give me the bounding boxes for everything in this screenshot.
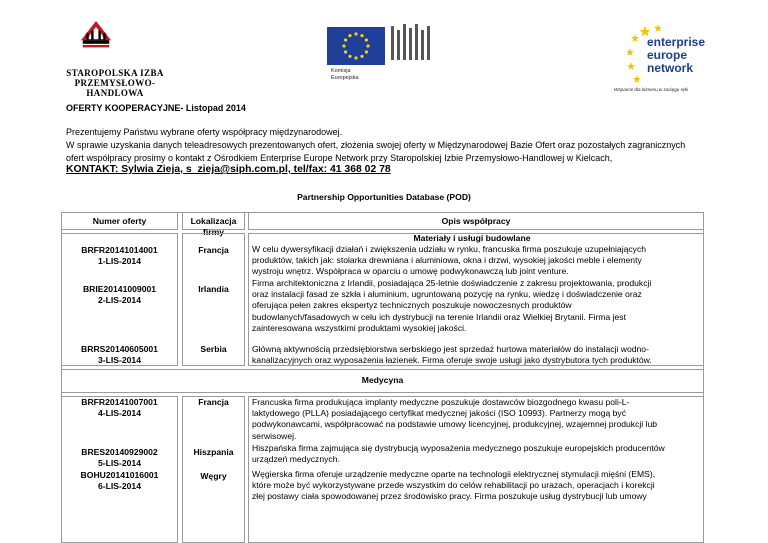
row4-location: Francja bbox=[198, 397, 229, 407]
row2-number: BRIE20141009001 2-LIS-2014 bbox=[82, 284, 157, 305]
row5-number: BRES20140929002 5-LIS-2014 bbox=[81, 447, 158, 468]
row1-location: Francja bbox=[198, 245, 229, 255]
row1-number: BRFR20141014001 1-LIS-2014 bbox=[81, 245, 158, 266]
page-title: OFERTY KOOPERACYJNE- Listopad 2014 bbox=[66, 103, 246, 113]
sipp-name: STAROPOLSKA IZBA PRZEMYSŁOWO-HANDLOWA bbox=[66, 68, 164, 98]
ec-caption: Komisja Europejska bbox=[331, 68, 359, 81]
section-medicine: Medycyna bbox=[361, 375, 404, 385]
contact-line[interactable]: KONTAKT: Sylwia Zieja, s_zieja@siph.com.pl, tel/fax: 41 368 02 78 bbox=[66, 164, 391, 175]
row3-location: Serbia bbox=[200, 344, 227, 354]
row5-location: Hiszpania bbox=[193, 447, 234, 457]
header-number: Numer oferty bbox=[92, 216, 147, 226]
row2-description: Firma architektoniczna z Irlandii, posiadająca 25-letnie doświadczenie z zakresu projektowania, produkcji oraz instalacji fasad ze szkła i aluminium, ugruntowaną pozycję na rynku, wiedzę i doświadczenie oraz oferująca pełen zakres ekspertyz technicznych poszukuje nowoczesnych produktów budowlanych/fasadowych w celu ich dystrybucji na terenie Irlandii oraz Wielkiej Brytanii. Firma jest zainteresowana wszystkimi produktami wysokiej jakości. bbox=[252, 278, 652, 333]
eu-flag-icon bbox=[327, 27, 385, 65]
svg-text:enterprise: enterprise bbox=[647, 35, 706, 49]
row2-location: Irlandia bbox=[198, 284, 229, 294]
een-tagline: Wsparcie dla biznesu w zasięgu ręki bbox=[614, 87, 689, 92]
row6-number: BOHU20141016001 6-LIS-2014 bbox=[80, 470, 159, 491]
svg-text:europe: europe bbox=[647, 48, 688, 62]
intro-line-1: Prezentujemy Państwu wybrane oferty współpracy międzynarodowej. bbox=[66, 127, 343, 137]
table-title: Partnership Opportunities Database (POD) bbox=[297, 192, 471, 202]
header-description: Opis współpracy bbox=[441, 216, 511, 226]
svg-text:network: network bbox=[647, 61, 694, 75]
header-location: Lokalizacja firmy bbox=[190, 216, 237, 237]
row6-location: Węgry bbox=[200, 471, 227, 481]
row3-description: Główną aktywnością przedsiębiorstwa serbskiego jest sprzedaż hurtowa materiałów do instalacji wodno- kanalizacyjnych oraz wyposażenia łazienek. Firma oferuje swoje usługi jako dystrybutora tych produktów. bbox=[252, 344, 652, 366]
row4-description: Francuska firma produkująca implanty medyczne poszukuje dostawców biozgodnego kwasu poli-L- laktydowego (PLLA) posiadającego certyfikat medycznej jakości (ISO 10993). Partnerzy mogą być podwykonawcami, współpracować na podstawie umowy licencyjnej, produkcyjnej, wzajemnej produkcji lub serwisowej. bbox=[252, 397, 658, 441]
ec-building-icon bbox=[389, 22, 435, 66]
row5-description: Hiszpańska firma zajmująca się dystrybucją wyposażenia medycznego poszukuje europejskich producentów urządzeń medycznych. bbox=[252, 443, 665, 465]
row1-description: W celu dywersyfikacji działań i zwiększenia udziału w rynku, francuska firma poszukuje uzupełniających produktów, takich jak: stolarka drewniana i aluminiowa, okna i drzwi, wysokiej jakości meble i elementy wystroju wnętrz. Współpraca w oparciu o umowę podwykonawczą lub joint venture. bbox=[252, 244, 647, 277]
sipp-logo bbox=[60, 10, 180, 68]
row4-number: BRFR20141007001 4-LIS-2014 bbox=[81, 397, 158, 418]
section-construction: Materiały i usługi budowlane bbox=[413, 233, 531, 243]
intro-line-3: ofert współpracy prosimy o kontakt z Ośrodkiem Enterprise Europe Network przy Staropolskiej Izbie Przemysłowo-Handlowej w Kielcach, bbox=[66, 153, 613, 163]
row3-number: BRRS20140605001 3-LIS-2014 bbox=[81, 344, 158, 365]
row6-description: Węgierska firma oferuje urządzenie medyczne oparte na technologii elektrycznej stymulacji mięśni (EMS), które może być wykorzystywane przede wszystkim do celów rehabilitacji po urazach, operacjach i korekcji złej postawy ciała spowodowanej przez środowisko pracy. Firma poszukuje usług dystrybucji lub umowy bbox=[252, 469, 656, 502]
s2-location-col bbox=[182, 396, 245, 543]
een-logo bbox=[625, 20, 709, 106]
intro-line-2: W sprawie uzyskania danych teleadresowych prezentowanych ofert, złożenia swojej oferty w Międzynarodowej Bazie Ofert oraz pozostałych zagranicznych bbox=[66, 140, 686, 150]
